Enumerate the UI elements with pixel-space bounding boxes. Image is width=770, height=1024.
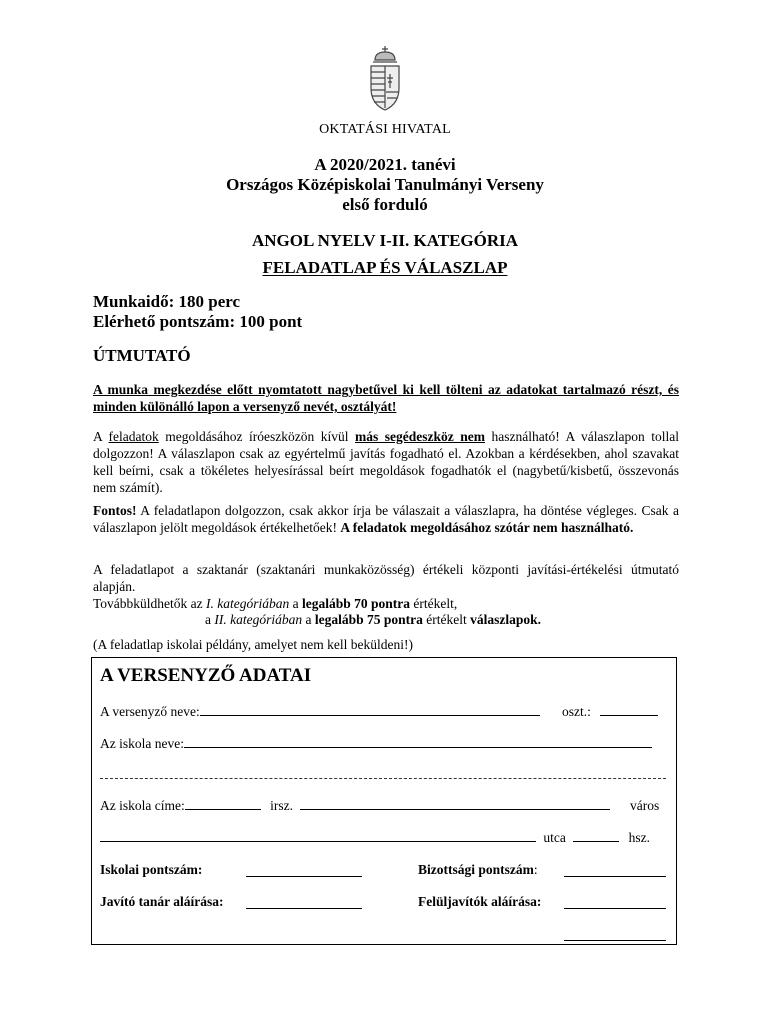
sheet-title: FELADATLAP ÉS VÁLASZLAP <box>262 258 508 277</box>
hungarian-coat-of-arms-icon <box>365 44 405 112</box>
class-row <box>562 703 658 720</box>
guide-forwarding-2: a II. kategóriában a legalább 75 pontra értékelt válaszlapok. <box>205 612 541 627</box>
reviewers-signature-field-2[interactable] <box>564 940 666 941</box>
school-name-row <box>100 735 652 752</box>
max-points: Elérhető pontszám: 100 pont <box>93 312 303 331</box>
title-round: első forduló <box>342 195 428 214</box>
work-info <box>93 292 679 332</box>
class-field[interactable] <box>600 703 658 716</box>
city-label: város <box>630 798 660 813</box>
class-label: oszt.: <box>562 704 591 719</box>
work-time: Munkaidő: 180 perc <box>93 292 241 311</box>
guide-paragraph-2: Fontos! A feladatlapon dolgozzon, csak akkor írja be válaszait a válaszlapra, ha döntése végleges. Csak a válaszlapon jelölt megoldások értékelhetőek! A feladatok megoldásához szótár nem használható. <box>93 503 679 535</box>
school-name-field[interactable] <box>184 735 652 748</box>
school-name-label: Az iskola neve: <box>100 736 184 751</box>
issuing-office: OKTATÁSI HIVATAL <box>319 122 451 137</box>
guide-note: (A feladatlap iskolai példány, amelyet nem kell beküldeni!) <box>93 637 414 652</box>
street-row <box>100 829 650 846</box>
name-row <box>100 703 540 720</box>
guide-heading: ÚTMUTATÓ <box>93 346 191 365</box>
category-title: ANGOL NYELV I-II. KATEGÓRIA <box>251 231 519 250</box>
title-year: A 2020/2021. tanévi <box>314 155 456 174</box>
teacher-signature-field[interactable] <box>246 908 362 909</box>
committee-points-row: Bizottsági pontszám: <box>418 862 538 877</box>
guide-warning: A munka megkezdése előtt nyomtatott nagybetűvel ki kell tölteni az adatokat tartalmazó részt, és minden különálló lapon a versenyző nevét, osztályát! <box>93 382 679 414</box>
teacher-signature-label: Javító tanár aláírása: <box>100 894 224 909</box>
house-field[interactable] <box>573 829 619 842</box>
guide-forwarding-1: Továbbküldhetők az I. kategóriában a legalább 70 pontra értékelt, <box>93 596 458 611</box>
address-field[interactable] <box>185 797 261 810</box>
reviewers-signature-label: Felüljavítók aláírása: <box>418 894 542 909</box>
contestant-data-title: A VERSENYZŐ ADATAI <box>100 665 312 686</box>
name-label: A versenyző neve: <box>100 704 200 719</box>
committee-points-field[interactable] <box>564 876 666 877</box>
guide-paragraph-1: A feladatok megoldásához íróeszközön kívül más segédeszköz nem használható! A válaszlapon tollal dolgozzon! A válaszlapon csak az egyértelmű javítás fogadható el. Azokban a kérdésekben, ahol szavakat kell beírni, csak a tökéletes helyesírással beírt megoldások fogadhatók el (nagybetű/kisbetű, összevonás nem számít). <box>93 429 679 495</box>
city-field[interactable] <box>300 797 610 810</box>
street-label: utca <box>543 830 566 845</box>
street-field[interactable] <box>100 829 536 842</box>
school-points-label: Iskolai pontszám: <box>100 862 203 877</box>
zip-label: irsz. <box>270 798 293 813</box>
house-label: hsz. <box>628 830 650 845</box>
address-row <box>100 797 610 814</box>
address-label: Az iskola címe: <box>100 798 185 813</box>
title-competition: Országos Középiskolai Tanulmányi Verseny <box>226 175 544 194</box>
guide-paragraph-3: A feladatlapot a szaktanár (szaktanári munkaközösség) értékeli központi javítási-értékelési útmutató alapján. <box>93 562 679 594</box>
school-name-field-2[interactable] <box>100 778 666 779</box>
reviewers-signature-field-1[interactable] <box>564 908 666 909</box>
school-points-field[interactable] <box>246 876 362 877</box>
committee-points-label: Bizottsági pontszám <box>418 862 534 877</box>
name-field[interactable] <box>200 703 540 716</box>
